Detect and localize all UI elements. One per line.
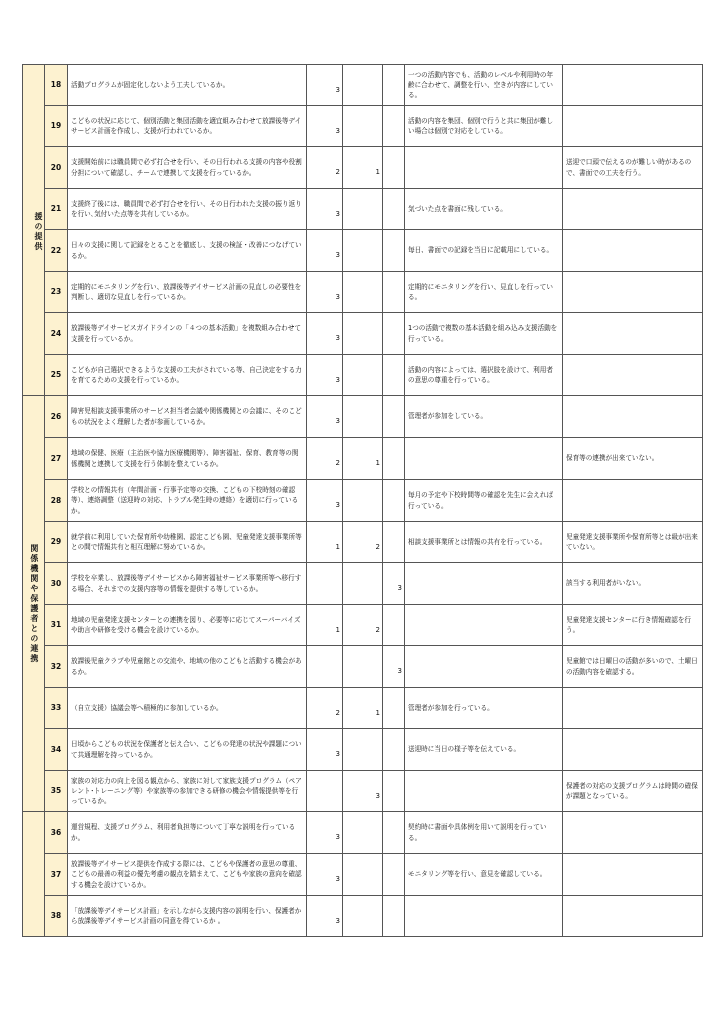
item-number: 26 — [45, 396, 68, 438]
challenge-note: 児童発達支援センターに行き情報確認を行う。 — [563, 605, 703, 646]
challenge-note — [563, 729, 703, 771]
evaluation-item: 支援開始前には職員間で必ず打合せを行い、その日行われる支援の内容や役割分担について確認し、チームで連携して支援を行っているか。 — [68, 147, 307, 189]
count-no-count — [343, 896, 383, 937]
improvement-note: 契約時に書面や具体例を用いて説明を行っている。 — [405, 812, 563, 854]
challenge-note — [563, 272, 703, 313]
evaluation-item: 地域の児童発達支援センターとの連携を図り、必要等に応じてスーパーバイズや助言や研修を受ける機会を設けているか。 — [68, 605, 307, 646]
improvement-note: 1つの活動で複数の基本活動を組み込み支援活動を行っている。 — [405, 313, 563, 355]
count-yes — [307, 147, 343, 189]
challenge-note — [563, 896, 703, 937]
improvement-note: 送迎時に当日の様子等を伝えている。 — [405, 729, 563, 771]
count-unknown — [383, 688, 405, 729]
table-row — [23, 729, 703, 771]
count-no-count — [343, 106, 383, 147]
item-number: 24 — [45, 313, 68, 355]
count-unknown — [383, 230, 405, 272]
evaluation-item: 放課後等デイサービスガイドラインの「４つの基本活動」を複数組み合わせて支援を行っているか。 — [68, 313, 307, 355]
improvement-note — [405, 563, 563, 605]
count-value: 3 — [397, 584, 402, 593]
count-no-count — [343, 272, 383, 313]
challenge-note — [563, 812, 703, 854]
challenge-note: 保育等の連携が出来ていない。 — [563, 438, 703, 480]
count-no-count — [343, 189, 383, 230]
count-yes — [307, 396, 343, 438]
table-body — [23, 65, 703, 937]
count-value: 1 — [335, 625, 340, 634]
item-number: 28 — [45, 480, 68, 522]
count-unknown — [383, 355, 405, 396]
improvement-note — [405, 771, 563, 812]
count-no-count — [343, 65, 383, 106]
item-number: 30 — [45, 563, 68, 605]
count-unknown — [383, 563, 405, 605]
self-evaluation-table — [22, 64, 703, 937]
count-no-count — [343, 812, 383, 854]
item-number: 29 — [45, 522, 68, 563]
count-no-count — [343, 230, 383, 272]
improvement-note — [405, 646, 563, 688]
table-row — [23, 438, 703, 480]
count-no-count — [343, 729, 383, 771]
challenge-note: 保護者の対応の支援プログラムは時間の確保が課題となっている。 — [563, 771, 703, 812]
item-number: 27 — [45, 438, 68, 480]
evaluation-item: 地域の保健、医療（主治医や協力医療機関等）、障害福祉、保育、教育等の関係機関と連携して支援を行う体制を整えているか。 — [68, 438, 307, 480]
count-yes — [307, 563, 343, 605]
evaluation-item: 放課後児童クラブや児童館との交流や、地域の他のこどもと活動する機会があるか。 — [68, 646, 307, 688]
count-value: 3 — [335, 126, 340, 135]
table-row — [23, 522, 703, 563]
challenge-note — [563, 65, 703, 106]
count-no-count — [343, 605, 383, 646]
challenge-note — [563, 313, 703, 355]
count-value: 3 — [335, 292, 340, 301]
count-value: 3 — [335, 875, 340, 884]
item-number: 22 — [45, 230, 68, 272]
challenge-note: 児童館では日曜日の活動が多いので、土曜日の活動内容を確認する。 — [563, 646, 703, 688]
table-row — [23, 313, 703, 355]
count-value: 3 — [335, 334, 340, 343]
item-number: 23 — [45, 272, 68, 313]
count-unknown — [383, 106, 405, 147]
count-no-count — [343, 522, 383, 563]
count-value: 2 — [375, 625, 380, 634]
count-yes — [307, 729, 343, 771]
table-row — [23, 896, 703, 937]
evaluation-item: 学校を卒業し、放課後等デイサービスから障害福祉サービス事業所等へ移行する場合、それまでの支援内容等の情報を提供する等しているか。 — [68, 563, 307, 605]
count-no-count — [343, 396, 383, 438]
count-yes — [307, 896, 343, 937]
table-row — [23, 106, 703, 147]
count-value: 3 — [397, 667, 402, 676]
count-value: 3 — [335, 833, 340, 842]
evaluation-item: 日々の支援に関して記録をとることを徹底し、支援の検証・改善につなげているか。 — [68, 230, 307, 272]
count-value: 2 — [375, 542, 380, 551]
count-value: 3 — [335, 85, 340, 94]
count-no-count — [343, 688, 383, 729]
evaluation-item: 放課後等デイサービス提供を作成する際には、こどもや保護者の意思の尊重、こどもの最善の利益の優先考慮の観点を踏まえて、こどもや家族の意向を確認する機会を設けているか。 — [68, 854, 307, 896]
item-number: 20 — [45, 147, 68, 189]
improvement-note — [405, 896, 563, 937]
challenge-note: 送迎で口頭で伝えるのが難しい時があるので、書面での工夫を行う。 — [563, 147, 703, 189]
evaluation-item: 支援終了後には、職員間で必ず打合せを行い、その日行われた支援の振り返りを行い､気付いた点等を共有しているか。 — [68, 189, 307, 230]
table-row — [23, 646, 703, 688]
count-no-count — [343, 771, 383, 812]
improvement-note: 毎日、書面での記録を当日に記載用にしている。 — [405, 230, 563, 272]
count-yes — [307, 522, 343, 563]
evaluation-item: 「放課後等デイサービス計画」を示しながら支援内容の説明を行い、保護者から放課後等デイサービス計画の同意を得ているか 。 — [68, 896, 307, 937]
item-number: 18 — [45, 65, 68, 106]
table-row — [23, 147, 703, 189]
count-unknown — [383, 854, 405, 896]
evaluation-item: 就学前に利用していた保育所や幼稚園、認定こども園、児童発達支援事業所等との間で情報共有と相互理解に努めているか。 — [68, 522, 307, 563]
count-yes — [307, 605, 343, 646]
challenge-note — [563, 106, 703, 147]
count-yes — [307, 189, 343, 230]
evaluation-item: 障害児相談支援事業所のサービス担当者会議や関係機関との会議に、そのこどもの状況をよく理解した者が参画しているか。 — [68, 396, 307, 438]
count-unknown — [383, 189, 405, 230]
improvement-note: 毎月の予定や下校時間等の確認を先生に会えれば行っている。 — [405, 480, 563, 522]
item-number: 33 — [45, 688, 68, 729]
improvement-note: モニタリング等を行い、意見を確認している。 — [405, 854, 563, 896]
category-cell: 援の提供 — [23, 65, 45, 396]
challenge-note — [563, 189, 703, 230]
count-value: 2 — [335, 168, 340, 177]
improvement-note: 活動の内容を集団、個別で行うと共に集団が難しい場合は個別で対応をしている。 — [405, 106, 563, 147]
table-row — [23, 563, 703, 605]
evaluation-item: （自立支援）協議会等へ積極的に参加しているか。 — [68, 688, 307, 729]
count-unknown — [383, 396, 405, 438]
count-value: 3 — [335, 251, 340, 260]
challenge-note — [563, 854, 703, 896]
count-yes — [307, 272, 343, 313]
count-value: 2 — [335, 459, 340, 468]
item-number: 36 — [45, 812, 68, 854]
count-value: 3 — [335, 375, 340, 384]
count-yes — [307, 355, 343, 396]
table-row — [23, 65, 703, 106]
table-row — [23, 688, 703, 729]
count-value: 3 — [335, 417, 340, 426]
evaluation-item: 日頃からこどもの状況を保護者と伝え合い、こどもの発達の状況や課題について共通理解を持っているか。 — [68, 729, 307, 771]
count-unknown — [383, 272, 405, 313]
improvement-note — [405, 147, 563, 189]
count-unknown — [383, 522, 405, 563]
table-row — [23, 605, 703, 646]
count-value: 1 — [375, 459, 380, 468]
count-no-count — [343, 147, 383, 189]
count-unknown — [383, 729, 405, 771]
count-value: 2 — [335, 708, 340, 717]
item-number: 35 — [45, 771, 68, 812]
count-no-count — [343, 563, 383, 605]
table-row — [23, 355, 703, 396]
challenge-note — [563, 355, 703, 396]
count-yes — [307, 854, 343, 896]
table-row — [23, 480, 703, 522]
count-value: 3 — [375, 791, 380, 800]
improvement-note: 活動の内容によっては、選択肢を設けて、利用者の意思の尊重を行っている。 — [405, 355, 563, 396]
count-no-count — [343, 313, 383, 355]
item-number: 25 — [45, 355, 68, 396]
table-row — [23, 272, 703, 313]
count-value: 3 — [335, 209, 340, 218]
table-row — [23, 230, 703, 272]
table-row — [23, 854, 703, 896]
count-unknown — [383, 896, 405, 937]
item-number: 32 — [45, 646, 68, 688]
category-cell: 関係機関や保護者との連携 — [23, 396, 45, 812]
count-no-count — [343, 854, 383, 896]
item-number: 19 — [45, 106, 68, 147]
count-no-count — [343, 438, 383, 480]
item-number: 38 — [45, 896, 68, 937]
count-value: 1 — [375, 168, 380, 177]
count-yes — [307, 106, 343, 147]
item-number: 37 — [45, 854, 68, 896]
item-number: 31 — [45, 605, 68, 646]
count-no-count — [343, 646, 383, 688]
improvement-note: 気づいた点を書面に残している。 — [405, 189, 563, 230]
improvement-note — [405, 438, 563, 480]
evaluation-item: 定期的にモニタリングを行い、放課後等デイサービス計画の見直しの必要性を判断し、適切な見直しを行っているか。 — [68, 272, 307, 313]
count-value: 1 — [375, 708, 380, 717]
count-unknown — [383, 147, 405, 189]
count-unknown — [383, 65, 405, 106]
count-unknown — [383, 313, 405, 355]
category-cell — [23, 812, 45, 937]
improvement-note — [405, 605, 563, 646]
evaluation-item: 学校との情報共有（年間計画・行事予定等の交換、こどもの下校時刻の確認等）、連絡調整（送迎時の対応、トラブル発生時の連絡）を適切に行っているか。 — [68, 480, 307, 522]
count-yes — [307, 438, 343, 480]
table-row — [23, 812, 703, 854]
challenge-note — [563, 688, 703, 729]
table-row — [23, 396, 703, 438]
challenge-note — [563, 396, 703, 438]
item-number: 21 — [45, 189, 68, 230]
evaluation-item: 運営規程、支援プログラム、利用者負担等について丁寧な説明を行っているか。 — [68, 812, 307, 854]
count-unknown — [383, 646, 405, 688]
improvement-note: 相談支援事業所とは情報の共有を行っている。 — [405, 522, 563, 563]
count-value: 3 — [335, 750, 340, 759]
count-yes — [307, 65, 343, 106]
count-value: 1 — [335, 542, 340, 551]
count-unknown — [383, 812, 405, 854]
count-yes — [307, 771, 343, 812]
challenge-note — [563, 480, 703, 522]
evaluation-item: 活動プログラムが固定化しないよう工夫しているか。 — [68, 65, 307, 106]
count-yes — [307, 230, 343, 272]
item-number: 34 — [45, 729, 68, 771]
challenge-note: 児童発達支援事業所や保育所等とは級が出来ていない。 — [563, 522, 703, 563]
evaluation-sheet — [22, 64, 702, 937]
count-yes — [307, 646, 343, 688]
evaluation-item: こどもが自己選択できるような支援の工夫がされている等、自己決定をする力を育てるための支援を行っているか。 — [68, 355, 307, 396]
improvement-note: 定期的にモニタリングを行い、見直しを行っている。 — [405, 272, 563, 313]
evaluation-item: 家族の対応力の向上を図る観点から、家族に対して家族支援プログラム（ペアレント･トレーニング等）や家族等の参加できる研修の機会や情報提供等を行っているか。 — [68, 771, 307, 812]
count-value: 3 — [335, 916, 340, 925]
count-unknown — [383, 480, 405, 522]
count-yes — [307, 313, 343, 355]
challenge-note: 該当する利用者がいない。 — [563, 563, 703, 605]
count-unknown — [383, 438, 405, 480]
improvement-note: 管理者が参加を行っている。 — [405, 688, 563, 729]
table-row — [23, 189, 703, 230]
count-yes — [307, 812, 343, 854]
challenge-note — [563, 230, 703, 272]
improvement-note: 管理者が参加をしている。 — [405, 396, 563, 438]
improvement-note: 一つの活動内容でも、活動のレベルや利用時の年齢に合わせて、調整を行い、空きが内容にしている。 — [405, 65, 563, 106]
count-unknown — [383, 771, 405, 812]
count-yes — [307, 688, 343, 729]
count-no-count — [343, 480, 383, 522]
count-no-count — [343, 355, 383, 396]
table-row — [23, 771, 703, 812]
evaluation-item: こどもの状況に応じて、個別活動と集団活動を適宜組み合わせて放課後等デイサービス計画を作成し、支援が行われているか。 — [68, 106, 307, 147]
count-yes — [307, 480, 343, 522]
count-value: 3 — [335, 501, 340, 510]
count-unknown — [383, 605, 405, 646]
